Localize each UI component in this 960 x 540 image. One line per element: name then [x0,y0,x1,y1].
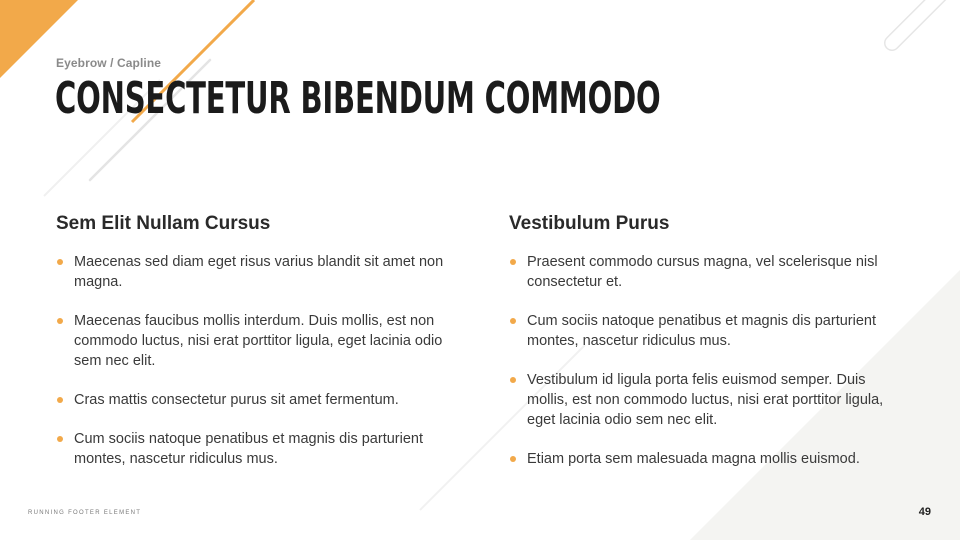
right-bullet-list [509,252,909,469]
bullet-item: Vestibulum id ligula porta felis euismod semper. Duis mollis, est non commodo luctus, nisi erat porttitor ligula, eget lacinia odio sem nec elit. [509,370,909,430]
left-column [56,212,456,488]
right-column-heading: Vestibulum Purus [509,213,670,234]
eyebrow-caption: Eyebrow / Capline [56,56,162,70]
right-column [509,212,909,488]
bullet-item: Praesent commodo cursus magna, vel scelerisque nisl consectetur et. [509,252,909,292]
running-footer: RUNNING FOOTER ELEMENT [28,510,142,516]
bullet-item: Cras mattis consectetur purus sit amet fermentum. [56,390,456,410]
left-column-heading: Sem Elit Nullam Cursus [56,213,271,234]
bullet-item: Maecenas sed diam eget risus varius blandit sit amet non magna. [56,252,456,292]
bullet-item: Maecenas faucibus mollis interdum. Duis mollis, est non commodo luctus, nisi erat porttitor ligula, eget lacinia odio sem nec elit. [56,311,456,371]
left-bullet-list [56,252,456,469]
bullet-item: Etiam porta sem malesuada magna mollis euismod. [509,449,909,469]
bullet-item: Cum sociis natoque penatibus et magnis dis parturient montes, nascetur ridiculus mus. [509,311,909,351]
bullet-item: Cum sociis natoque penatibus et magnis dis parturient montes, nascetur ridiculus mus. [56,429,456,469]
slide-title: CONSECTETUR BIBENDUM COMMODO [55,73,661,124]
page-number: 49 [918,506,931,518]
